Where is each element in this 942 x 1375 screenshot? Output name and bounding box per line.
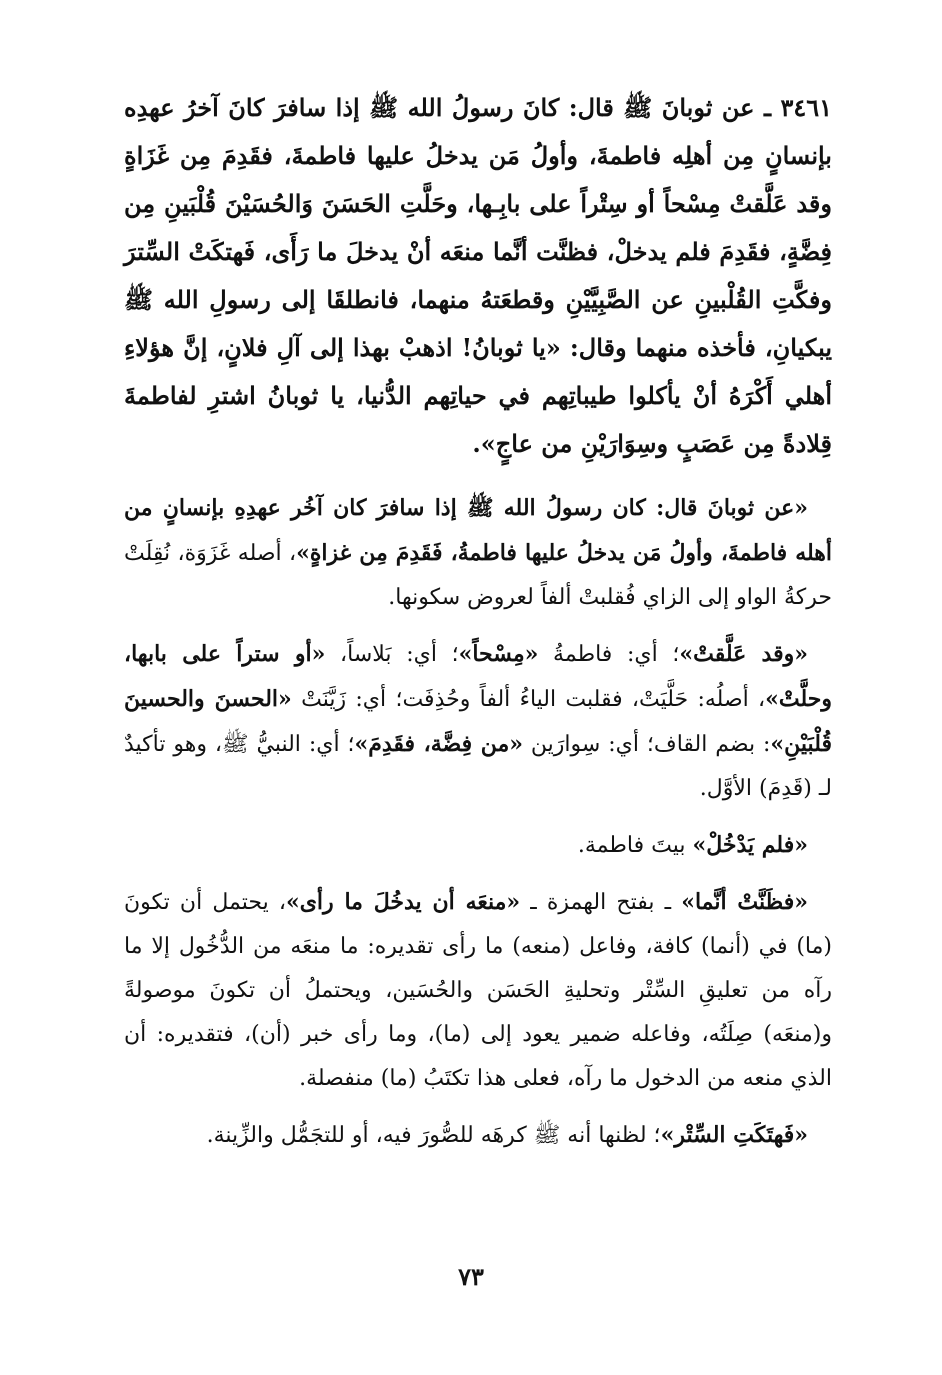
commentary-text: بيتَ فاطمة.	[577, 833, 693, 858]
commentary-text: ؛ أي: فاطمةُ	[538, 642, 680, 667]
quoted-hadith-text: «من فِضَّة، فقَدِمَ»	[354, 731, 523, 757]
commentary-paragraph-p5	[124, 1113, 832, 1158]
quoted-hadith-text: «أو ستراً على بابها، وحلَّتْ»	[124, 641, 833, 712]
commentary-text: ، يحتمل أن تكونَ (ما) في (أنما) كافة، وفاعل (منعه) ما رأى تقديره: ما منعَه من الدُّخُول إلا ما رآه من تعليقِ السِّتْر وتحليةِ الحَسَن والحُسَين، ويحتملُ أن تكونَ موصولةً و(منعَه) صِلَتُه، وفاعله ضمير يعود إلى (ما)، وما رأى خبر (أن)، فتقديره: أن الذي منعه من الدخول ما رآه، فعلى هذا تكتَبُ (ما) منفصلة.	[124, 890, 832, 1091]
commentary-paragraph-p3	[124, 823, 832, 868]
commentary-paragraph-p2	[124, 632, 832, 811]
page-number: ٧٣	[458, 1262, 484, 1291]
quoted-hadith-text: «عن ثوبانَ قال: كان رسولُ الله ﷺ إذا سافرَ كان آخُر عهدِهِ بإنسانٍ من أهله فاطمةَ، وأولُ مَن يدخلُ عليها فاطمةُ، فَقَدِمَ مِن غزاةٍ»	[124, 495, 833, 566]
page-body	[124, 84, 832, 1170]
commentary-text: ؛ أي: بَلاساً،	[325, 642, 459, 667]
commentary-paragraph-p4	[124, 880, 832, 1101]
commentary-text: ، أصلُه: حَلَّيَتْ، فقلبت الياءُ ألفاً وحُذِفَت؛ أي: زَيَّنَتْ	[291, 687, 766, 712]
commentary-text: ، أصله غَزَوَة، نُقِلَتْ حركةُ الواو إلى الزاي فُقلبتْ ألفاً لعروض سكونها.	[124, 541, 832, 610]
commentary-text: : بضم القاف؛ أي: سِوارَين	[523, 732, 771, 757]
quoted-hadith-text: «فظَنَّتْ أنَّما»	[681, 889, 808, 915]
hadith-paragraph: ٣٤٦١ ـ عن ثوبانَ ﷺ قال: كانَ رسولُ الله ﷺ إذا سافرَ كانَ آخرُ عهدِه بإنسانٍ مِن أهلِه فاطمةَ، وأولُ مَن يدخلُ عليها فاطمةَ، فقَدِمَ مِن غَزَاةٍ وقد عَلَّقتْ مِسْحاً أو سِتْراً على بابِـها، وحَلَّتِ الحَسَنَ وَالحُسَيْنَ قُلْبَينِ مِن فِضَّةٍ، فقَدِمَ فلم يدخلْ، فظنَّت أنَّما منعَه أنْ يدخلَ ما رَأَى، فَهتكَتْ السِّترَ وفكَّتِ القُلْبينِ عن الصَّبِيَّيْنِ وقطعَتهُ منهما، فانطلقَا إلى رسولِ الله ﷺ يبكيانِ، فأخذه منهما وقال: «يا ثوبانُ! اذهبْ بهذا إلى آلِ فلانٍ، إنَّ هؤلاءِ أهلي أَكْرَهُ أنْ يأكلوا طيباتِهم في حياتِهم الدُّنيا، يا ثوبانُ اشترِ لفاطمةَ قِلادةً مِن عَصَبٍ وسِوَارَيْنِ من عاجٍ».	[124, 93, 832, 458]
quoted-hadith-text: «فَهتَكَتِ السِّتْر»	[660, 1122, 808, 1148]
quoted-hadith-text: «فلم يَدْخُلْ»	[692, 832, 808, 858]
quoted-hadith-text: «منعَه أن يدخُلَ ما رأى»	[285, 889, 521, 915]
quoted-hadith-text: «الحسنَ والحسينَ قُلْبَيْنِ»	[124, 686, 832, 757]
commentary-text: ؛ لظنها أنه ﷺ كرهَه للصُّورَ فيه، أو للتجَمُّل والزِّينة.	[206, 1123, 661, 1148]
commentary-section	[124, 486, 832, 1158]
commentary-text: ـ بفتح الهمزة ـ	[520, 890, 682, 915]
commentary-paragraph-p1	[124, 486, 832, 620]
quoted-hadith-text: «وقد عَلَّقتْ»	[679, 641, 808, 667]
quoted-hadith-text: «مِسْحاً»	[458, 641, 539, 667]
commentary-text: ؛ أي: النبيُّ ﷺ، وهو تأكيدٌ لـ (قَدِمَ) الأوَّل.	[124, 732, 832, 801]
